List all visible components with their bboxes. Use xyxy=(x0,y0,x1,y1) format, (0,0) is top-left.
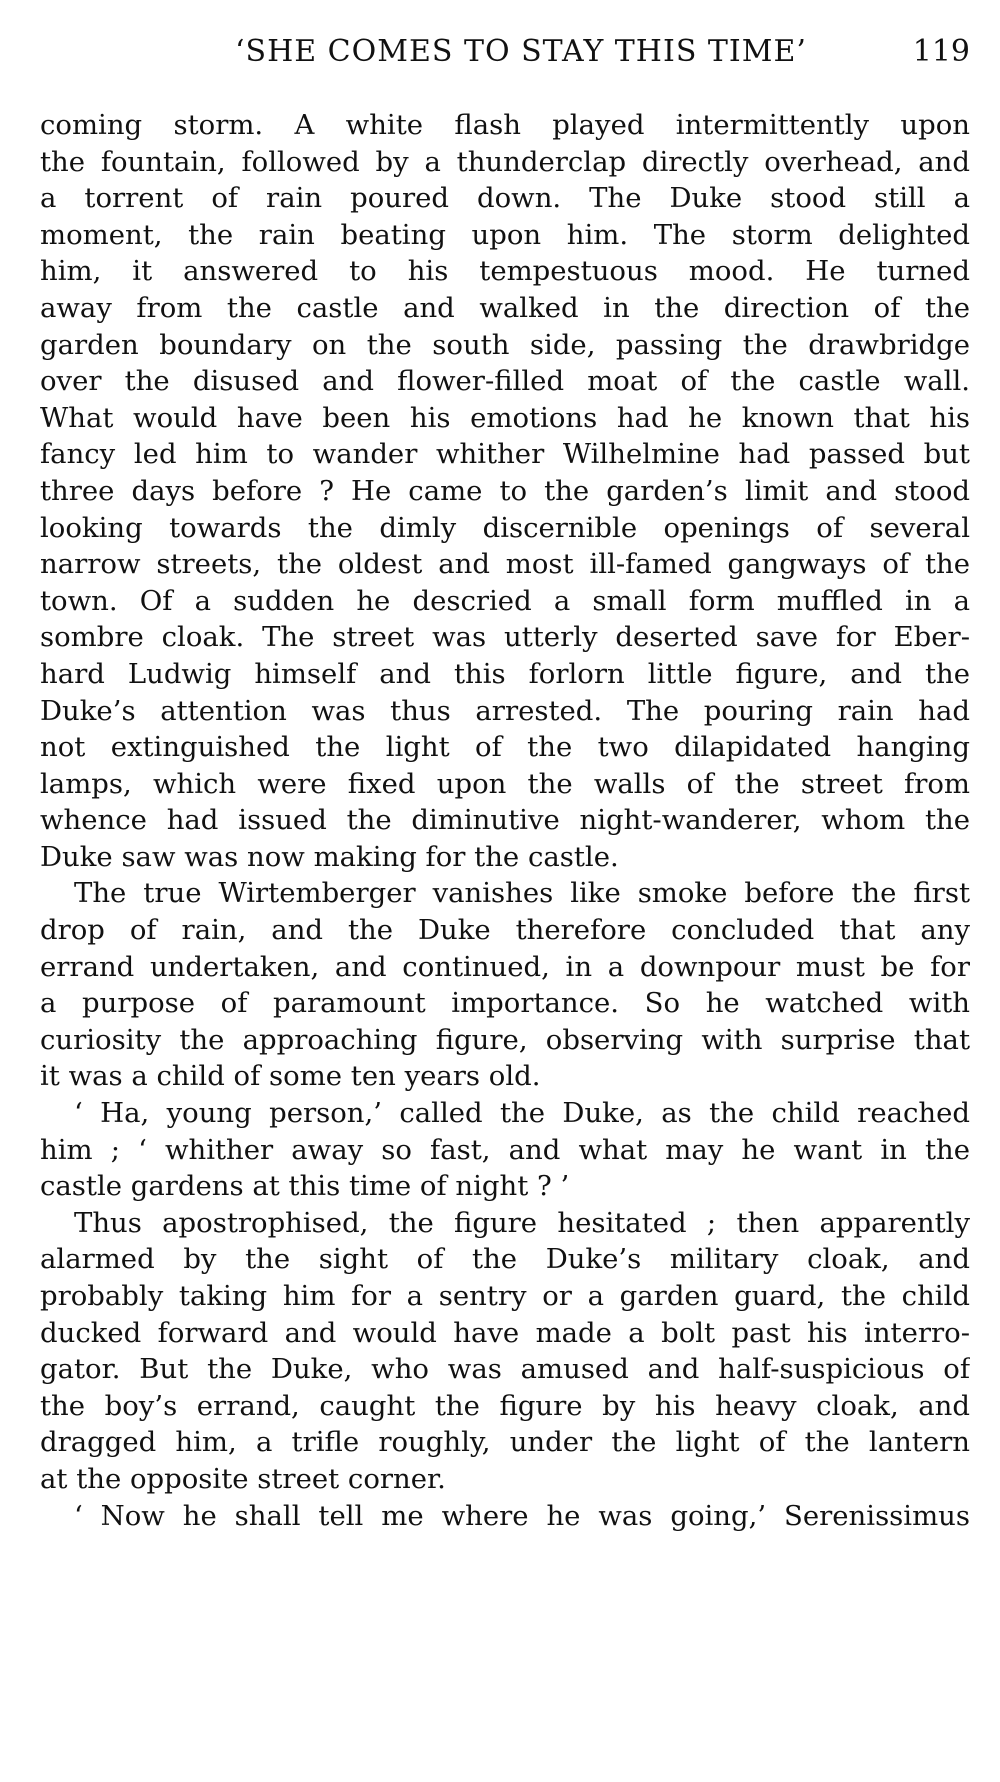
text-line: ducked forward and would have made a bolt past his interro- xyxy=(40,1316,970,1349)
text-line: garden boundary on the south side, passing the drawbridge xyxy=(40,328,970,361)
text-line: coming storm. A white flash played intermittently upon xyxy=(40,109,970,141)
text-line: whence had issued the diminutive night-wanderer, whom the xyxy=(40,804,970,837)
text-line: looking towards the dimly discernible openings of several xyxy=(40,511,970,544)
text-line: not extinguished the light of the two dilapidated hanging xyxy=(40,731,970,764)
text-line: over the disused and flower-filled moat of the castle wall. xyxy=(40,365,970,398)
text-line: three days before ? He came to the garden’s limit and stood xyxy=(40,474,970,507)
body-text xyxy=(40,107,970,1534)
text-line: alarmed by the sight of the Duke’s military cloak, and xyxy=(40,1243,970,1276)
text-line: ‘ Ha, young person,’ called the Duke, as the child reached xyxy=(74,1097,970,1130)
text-line: gator. But the Duke, who was amused and half-suspicious of xyxy=(40,1353,970,1386)
text-line: away from the castle and walked in the direction of the xyxy=(40,291,970,324)
text-line: him, it answered to his tempestuous mood. He turned xyxy=(40,255,970,288)
text-line: errand undertaken, and continued, in a downpour must be for xyxy=(40,950,970,983)
text-line: the boy’s errand, caught the figure by his heavy cloak, and xyxy=(40,1389,970,1422)
page-number: 119 xyxy=(912,34,970,69)
text-line: at the opposite street corner. xyxy=(40,1462,446,1495)
text-line: sombre cloak. The street was utterly deserted save for Eber- xyxy=(40,621,970,654)
text-line: it was a child of some ten years old. xyxy=(40,1060,541,1093)
text-line: dragged him, a trifle roughly, under the light of the lantern xyxy=(40,1426,970,1459)
text-line: a purpose of paramount importance. So he watched with xyxy=(40,987,970,1020)
text-line: a torrent of rain poured down. The Duke stood still a xyxy=(40,182,970,215)
text-line: Thus apostrophised, the figure hesitated ; then apparently xyxy=(74,1206,970,1239)
text-line: drop of rain, and the Duke therefore concluded that any xyxy=(40,914,970,947)
text-line: him ; ‘ whither away so fast, and what may he want in the xyxy=(40,1133,970,1166)
text-line: fancy led him to wander whither Wilhelmine had passed but xyxy=(40,438,970,471)
text-line: hard Ludwig himself and this forlorn little figure, and the xyxy=(40,657,970,690)
text-line: castle gardens at this time of night ? ’ xyxy=(40,1170,570,1203)
text-line: moment, the rain beating upon him. The storm delighted xyxy=(40,218,970,251)
running-head: ‘SHE COMES TO STAY THIS TIME’ xyxy=(235,34,807,69)
text-line: ‘ Now he shall tell me where he was going,’ Serenissimus xyxy=(74,1499,970,1532)
text-line: lamps, which were fixed upon the walls of the street from xyxy=(40,767,970,800)
page-header xyxy=(40,34,970,74)
text-line: The true Wirtemberger vanishes like smoke before the first xyxy=(74,877,970,910)
text-line: narrow streets, the oldest and most ill-famed gangways of the xyxy=(40,548,970,581)
text-line: What would have been his emotions had he known that his xyxy=(40,401,970,434)
text-line: Duke saw was now making for the castle. xyxy=(40,840,619,873)
text-line: the fountain, followed by a thunderclap directly overhead, and xyxy=(40,145,970,178)
text-line: town. Of a sudden he descried a small form muffled in a xyxy=(40,584,970,617)
text-line: probably taking him for a sentry or a garden guard, the child xyxy=(40,1280,970,1312)
text-line: Duke’s attention was thus arrested. The pouring rain had xyxy=(40,694,970,727)
text-line: curiosity the approaching figure, observing with surprise that xyxy=(40,1023,970,1056)
